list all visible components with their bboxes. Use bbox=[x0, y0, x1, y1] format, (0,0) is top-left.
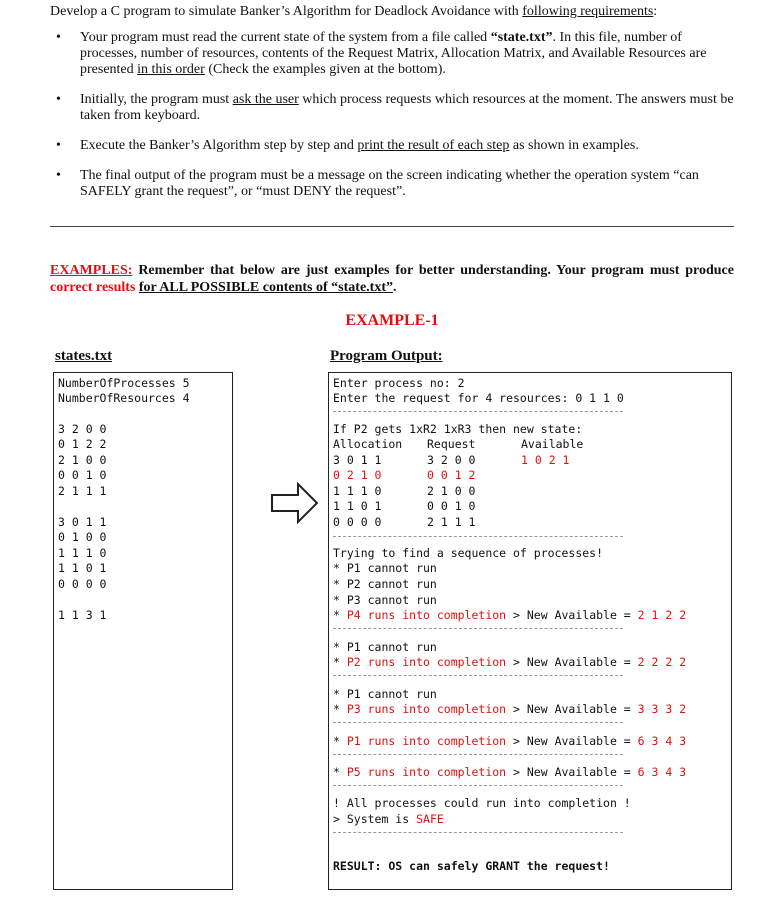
dashed-separator bbox=[333, 628, 623, 629]
request-row: 0 0 1 2 bbox=[427, 468, 476, 482]
allocation-row: 0 2 1 0 bbox=[333, 468, 382, 482]
states-file-label: states.txt bbox=[55, 348, 113, 364]
request-row: 2 1 0 0 bbox=[427, 484, 476, 498]
step-line: * P1 cannot run bbox=[333, 561, 437, 575]
program-output-label: Program Output: bbox=[330, 348, 443, 364]
dashed-separator bbox=[333, 785, 623, 786]
file-line: NumberOfResources 4 bbox=[58, 391, 190, 405]
requirement-item: • Execute the Banker’s Algorithm step by step and print the result of each step as shown in examples. bbox=[56, 138, 639, 153]
output-line: > System is SAFE bbox=[333, 812, 444, 826]
examples-label: EXAMPLES: bbox=[50, 263, 133, 278]
request-row: 2 1 1 1 bbox=[427, 515, 476, 529]
section-divider bbox=[50, 226, 734, 227]
file-line: 1 1 1 0 bbox=[58, 546, 107, 560]
step-line: * P5 runs into completion > New Available = 6 3 4 3 bbox=[333, 765, 687, 779]
bullet-icon: • bbox=[56, 138, 61, 153]
requirement-item: • Your program must read the current state of the system from a file called “state.txt”. In this file, number of processes, number of resources, contents of the Request Matrix, Allocation Matrix, and Available Resources are presented in this order (Check the examples given at the bottom). bbox=[56, 30, 707, 77]
step-line: * P1 cannot run bbox=[333, 640, 437, 654]
right-arrow-icon bbox=[270, 481, 320, 525]
file-line: NumberOfProcesses 5 bbox=[58, 376, 190, 390]
dashed-separator bbox=[333, 832, 623, 833]
step-line: * P3 runs into completion > New Available = 3 3 3 2 bbox=[333, 702, 687, 716]
allocation-row: 0 0 0 0 bbox=[333, 515, 382, 529]
state-file-box bbox=[53, 372, 233, 890]
safe-status: SAFE bbox=[416, 812, 444, 826]
file-line: 2 1 1 1 bbox=[58, 484, 107, 498]
bullet-icon: • bbox=[56, 168, 61, 183]
file-line: 0 0 0 0 bbox=[58, 577, 107, 591]
dashed-separator bbox=[333, 754, 623, 755]
file-line: 2 1 0 0 bbox=[58, 453, 107, 467]
intro-paragraph: Develop a C program to simulate Banker’s Algorithm for Deadlock Avoidance with following requirements: bbox=[50, 4, 658, 19]
allocation-row: 3 0 1 1 bbox=[333, 453, 382, 467]
output-line: Enter the request for 4 resources: 0 1 1 0 bbox=[333, 391, 624, 405]
step-line: * P2 runs into completion > New Available = 2 2 2 2 bbox=[333, 655, 687, 669]
request-row: 0 0 1 0 bbox=[427, 499, 476, 513]
step-line: * P3 cannot run bbox=[333, 593, 437, 607]
step-line: * P4 runs into completion > New Available = 2 1 2 2 bbox=[333, 608, 687, 622]
allocation-row: 1 1 1 0 bbox=[333, 484, 382, 498]
allocation-row: 1 1 0 1 bbox=[333, 499, 382, 513]
output-line: Enter process no: 2 bbox=[333, 376, 465, 390]
requirement-item: • The final output of the program must be a message on the screen indicating whether the operation system “can SAFELY grant the request”, or “must DENY the request”. bbox=[56, 168, 699, 199]
dashed-separator bbox=[333, 722, 623, 723]
allocation-header: Allocation bbox=[333, 437, 403, 451]
bullet-icon: • bbox=[56, 30, 61, 45]
program-output-box bbox=[328, 372, 732, 890]
step-line: * P2 cannot run bbox=[333, 577, 437, 591]
file-line: 3 0 1 1 bbox=[58, 515, 107, 529]
request-row: 3 2 0 0 bbox=[427, 453, 476, 467]
requirement-item: • Initially, the program must ask the user which process requests which resources at the moment. The answers must be taken from keyboard. bbox=[56, 92, 734, 123]
output-line: If P2 gets 1xR2 1xR3 then new state: bbox=[333, 422, 583, 436]
dashed-separator bbox=[333, 536, 623, 537]
requirements-list bbox=[56, 30, 734, 210]
step-line: * P1 runs into completion > New Available = 6 3 4 3 bbox=[333, 734, 687, 748]
dashed-separator bbox=[333, 675, 623, 676]
output-line: Trying to find a sequence of processes! bbox=[333, 546, 604, 560]
file-line: 1 1 3 1 bbox=[58, 608, 107, 622]
available-header: Available bbox=[521, 437, 584, 451]
available-row: 1 0 2 1 bbox=[521, 453, 570, 467]
bullet-icon: • bbox=[56, 92, 61, 107]
file-line: 0 0 1 0 bbox=[58, 468, 107, 482]
file-line: 0 1 0 0 bbox=[58, 530, 107, 544]
step-line: * P1 cannot run bbox=[333, 687, 437, 701]
dashed-separator bbox=[333, 411, 623, 412]
request-header: Request bbox=[427, 437, 476, 451]
output-line: ! All processes could run into completion ! bbox=[333, 796, 631, 810]
example-title: EXAMPLE-1 bbox=[345, 312, 439, 329]
requirements-link: following requirements bbox=[522, 4, 654, 19]
result-line: RESULT: OS can safely GRANT the request! bbox=[333, 859, 610, 873]
file-line: 0 1 2 2 bbox=[58, 437, 107, 451]
file-line: 1 1 0 1 bbox=[58, 561, 107, 575]
file-line: 3 2 0 0 bbox=[58, 422, 107, 436]
examples-note: EXAMPLES: Remember that below are just examples for better understanding. Your program must produce correct results for ALL POSSIBLE contents of “state.txt”. bbox=[50, 263, 734, 295]
